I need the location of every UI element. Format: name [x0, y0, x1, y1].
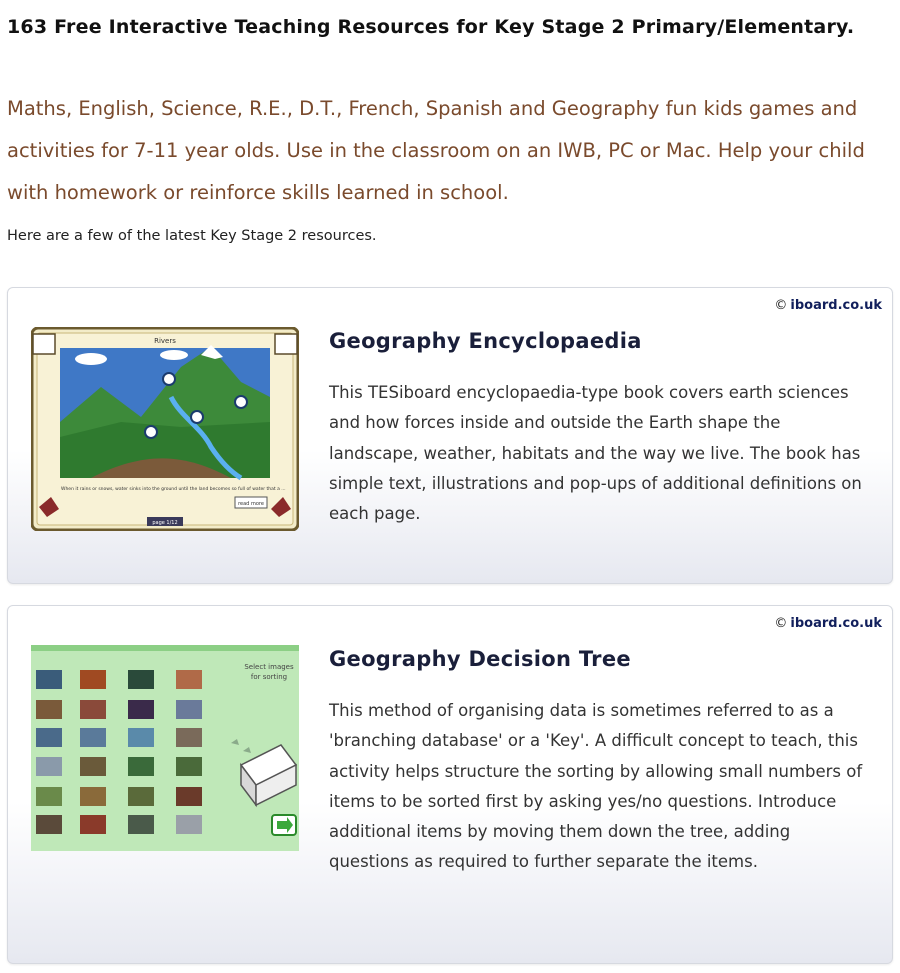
- resource-description: This TESiboard encyclopaedia-type book covers earth sciences and how forces inside and outside the Earth shape the landscape, weather, habitats and the way we live. The book has simple text, illustrations and pop-ups of additional definitions on each page.: [329, 383, 862, 524]
- thumb-caption: When it rains or snows, water sinks into the ground until the land becomes so full of water that a ...: [61, 487, 286, 492]
- resource-card-geography-encyclopaedia[interactable]: [7, 287, 893, 584]
- thumb-label-line-2: for sorting: [250, 673, 288, 681]
- resource-title[interactable]: Geography Decision Tree: [329, 647, 631, 671]
- geography-decision-tree-thumbnail[interactable]: [31, 645, 299, 851]
- latest-resources-note: Here are a few of the latest Key Stage 2 resources.: [7, 228, 377, 244]
- resource-description: This method of organising data is sometimes referred to as a 'branching database' or a 'Key'. A difficult concept to teach, this activity helps structure the sorting by allowing small numbers of items to be sorted first by asking yes/no questions. Introduce additional items by moving them down the tree, adding questions as required to further separate the items.: [329, 701, 863, 872]
- resource-card-geography-decision-tree[interactable]: [7, 605, 893, 964]
- page-heading: 163 Free Interactive Teaching Resources for Key Stage 2 Primary/Elementary.: [7, 16, 855, 38]
- thumb-page-indicator: page 1/12: [152, 520, 178, 526]
- copyright-link[interactable]: © iboard.co.uk: [774, 616, 882, 631]
- copyright-link[interactable]: © iboard.co.uk: [774, 298, 882, 313]
- thumb-page-title: Rivers: [154, 337, 176, 345]
- thumb-label-line-1: Select images: [244, 663, 294, 671]
- thumb-read-more-button: read more: [238, 501, 264, 507]
- geography-encyclopaedia-thumbnail[interactable]: [31, 327, 299, 531]
- resource-title[interactable]: Geography Encyclopaedia: [329, 329, 642, 353]
- intro-text: Maths, English, Science, R.E., D.T., French, Spanish and Geography fun kids games and activities for 7-11 year olds. Use in the classroom on an IWB, PC or Mac. Help your child with homework or reinforce skills learned in school.: [7, 97, 865, 204]
